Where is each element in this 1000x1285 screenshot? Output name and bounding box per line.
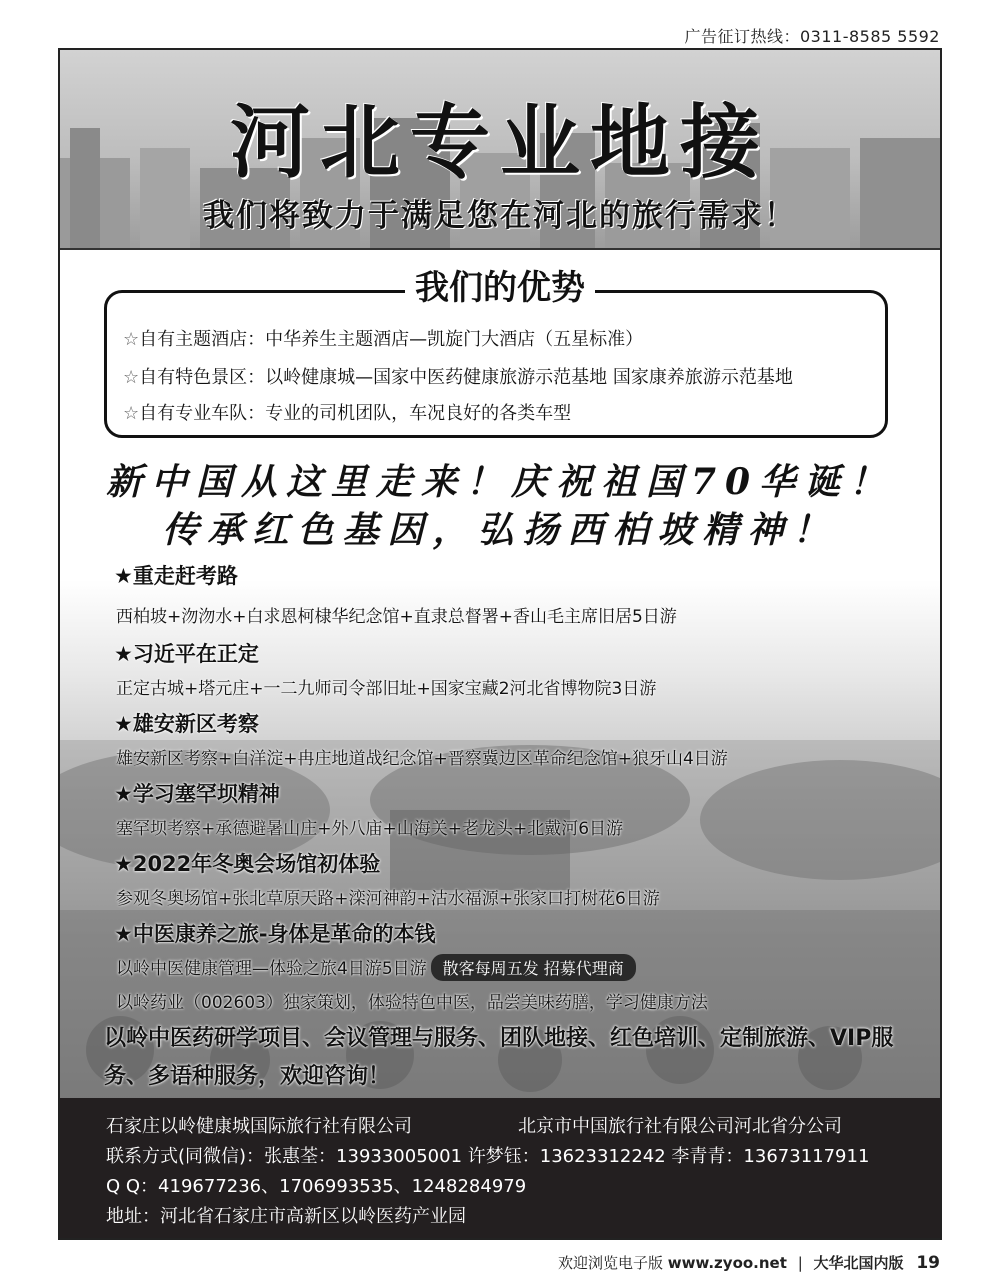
contact-line (106, 1142, 869, 1168)
ad-hotline: 广告征订热线：0311-8585 5592 (684, 27, 940, 46)
tour-desc: 塞罕坝考察+承德避暑山庄+外八庙+山海关+老龙头+北戴河6日游 (116, 819, 624, 839)
tour-desc: 参观冬奥场馆+张北草原天路+滦河神韵+沽水福源+张家口打树花6日游 (116, 889, 660, 909)
advantages-title: 我们的优势 (60, 260, 940, 309)
tour-title: ★2022年冬奥会场馆初体验 (114, 852, 381, 876)
advantage-text: 自有主题酒店：中华养生主题酒店—凯旋门大酒店（五星标准） (139, 329, 644, 350)
website-link[interactable]: www.zyoo.net (667, 1254, 787, 1272)
banner (60, 50, 940, 250)
company-name-1: 石家庄以岭健康城国际旅行社有限公司 (106, 1116, 412, 1137)
page-number: 19 (916, 1253, 940, 1273)
tour-desc (116, 954, 636, 981)
contact-label: 联系方式(同微信)： (106, 1146, 265, 1167)
banner-subtitle: 我们将致力于满足您在河北的旅行需求！ (203, 198, 797, 234)
slogan-line-2: 传承红色基因，弘扬西柏坡精神！ (162, 509, 838, 551)
star-outline-icon: ☆ (123, 403, 140, 424)
tour-desc: 正定古城+塔元庄+一二九师司令部旧址+国家宝藏2河北省博物院3日游 (116, 679, 657, 699)
tour-desc: 西柏坡+沕沕水+白求恩柯棣华纪念馆+直隶总督署+香山毛主席旧居5日游 (116, 607, 677, 627)
company-name-2: 北京市中国旅行社有限公司河北省分公司 (518, 1116, 842, 1137)
tour-desc: 雄安新区考察+白洋淀+冉庄地道战纪念馆+晋察冀边区革命纪念馆+狼牙山4日游 (116, 749, 728, 769)
advantage-item (123, 325, 643, 351)
departure-badge: 散客每周五发 招募代理商 (431, 954, 636, 981)
services-statement: 以岭中医药研学项目、会议管理与服务、团队地接、红色培训、定制旅游、VIP服务、多语种服务，欢迎咨询！ (104, 1026, 894, 1089)
slogan-line-1: 新中国从这里走来！庆祝祖国70华诞！ (105, 461, 895, 503)
star-outline-icon: ☆ (123, 329, 140, 350)
qq-line: Q Q：419677236、1706993535、1248284979 (106, 1176, 527, 1197)
address-line: 地址：河北省石家庄市高新区以岭医药产业园 (106, 1206, 466, 1227)
contact-numbers: 张惠荃：13933005001 许梦钰：13623312242 李青青：13673117911 (264, 1146, 870, 1167)
ad-frame (58, 48, 942, 1240)
tour-extra-desc: 以岭药业（002603）独家策划，体验特色中医，品尝美味药膳，学习健康方法 (116, 993, 708, 1013)
page-footer (558, 1252, 940, 1273)
separator: | (797, 1254, 803, 1272)
advantage-text: 自有专业车队：专业的司机团队，车况良好的各类车型 (139, 403, 572, 424)
tour-title: ★学习塞罕坝精神 (114, 782, 280, 806)
contact-footer (60, 1098, 940, 1240)
advantages-box (104, 290, 888, 438)
advantage-item (123, 399, 571, 425)
welcome-text: 欢迎浏览电子版 (557, 1254, 663, 1272)
star-outline-icon: ☆ (123, 367, 140, 388)
tour-title: ★习近平在正定 (114, 642, 259, 666)
advantage-item (123, 363, 793, 389)
banner-title: 河北专业地接 (230, 96, 770, 189)
tour-title: ★中医康养之旅-身体是革命的本钱 (114, 922, 436, 946)
tour-desc-text: 以岭中医健康管理—体验之旅4日游5日游 (116, 959, 427, 979)
edition-label: 大华北国内版 (813, 1254, 904, 1272)
advantage-text: 自有特色景区：以岭健康城—国家中医药健康旅游示范基地 国家康养旅游示范基地 (139, 367, 793, 388)
tour-title: ★重走赶考路 (114, 564, 238, 588)
tour-title: ★雄安新区考察 (114, 712, 259, 736)
